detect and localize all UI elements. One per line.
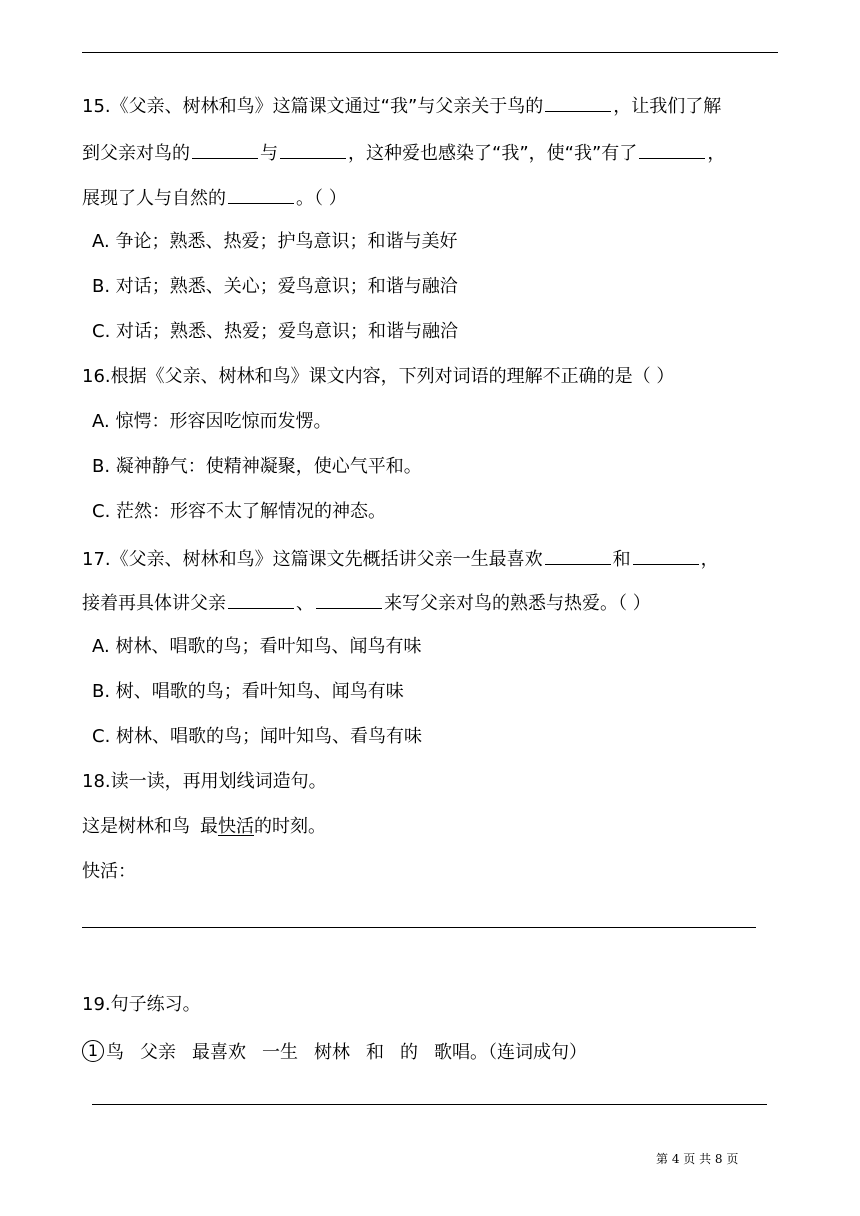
answer-blank[interactable] (228, 589, 294, 609)
word-tile: 鸟 (106, 1042, 124, 1063)
q16-option-b[interactable]: B. 凝神静气：使精神凝聚，使心气平和。 (92, 456, 422, 477)
answer-blank[interactable] (316, 589, 382, 609)
q18-sentence-text: 的时刻。 (254, 816, 326, 837)
q17-option-b[interactable]: B. 树、唱歌的鸟；看叶知鸟、闻鸟有味 (92, 681, 404, 702)
answer-blank[interactable] (639, 139, 705, 159)
q15-option-c[interactable]: C. 对话；熟悉、热爱；爱鸟意识；和谐与融洽 (92, 321, 459, 342)
q15-line-1 (82, 92, 721, 120)
q17-option-a[interactable]: A. 树林、唱歌的鸟；看叶知鸟、闻鸟有味 (92, 636, 422, 657)
q17-line-2 (82, 589, 651, 617)
q15-text: 。（ ） (296, 188, 347, 209)
q15-text: 展现了人与自然的 (82, 188, 226, 209)
q17-option-c[interactable]: C. 树林、唱歌的鸟；闻叶知鸟、看鸟有味 (92, 726, 423, 747)
q15-text: 到父亲对鸟的 (82, 143, 190, 164)
q18-stem: 18.读一读，再用划线词造句。 (82, 771, 327, 792)
q15-text: ，让我们了解 (613, 96, 722, 117)
page-footer: 第 4 页 共 8 页 (656, 1152, 739, 1166)
q15-text: 与 (260, 143, 278, 164)
q15-text: 15.《父亲、树林和鸟》这篇课文通过“我”与父亲关于鸟的 (82, 96, 544, 117)
q17-text: 17.《父亲、树林和鸟》这篇课文先概括讲父亲一生最喜欢 (82, 549, 543, 570)
underlined-word: 快活 (218, 816, 254, 837)
q18-sentence-text: 这是树林和鸟 (82, 816, 190, 837)
header-rule (82, 52, 778, 53)
answer-blank[interactable] (545, 545, 611, 565)
word-tile: 和 (366, 1042, 384, 1063)
word-tile: 树林 (314, 1042, 350, 1063)
q17-text: 接着再具体讲父亲 (82, 593, 226, 614)
answer-blank[interactable] (280, 139, 346, 159)
q18-answer-line[interactable] (82, 927, 756, 928)
q15-option-b[interactable]: B. 对话；熟悉、关心；爱鸟意识；和谐与融洽 (92, 276, 458, 297)
q19-stem: 19.句子练习。 (82, 994, 201, 1015)
q18-prompt: 快活： (82, 861, 136, 882)
q19-instruction: （连词成句） (488, 1042, 587, 1063)
q15-text: ，这种爱也感染了“我”，使“我”有了 (348, 143, 638, 164)
q15-option-a[interactable]: A. 争论；熟悉、热爱；护鸟意识；和谐与美好 (92, 231, 458, 252)
q17-text: ， (700, 549, 719, 570)
word-tile: 父亲 (140, 1042, 176, 1063)
q16-option-c[interactable]: C. 茫然：形容不太了解情况的神态。 (92, 501, 387, 522)
q15-text: ， (707, 143, 726, 164)
answer-blank[interactable] (228, 184, 294, 204)
q17-text: 、 (296, 593, 314, 614)
q15-line-3 (82, 184, 347, 212)
q18-sentence (82, 814, 326, 840)
answer-blank[interactable] (545, 92, 611, 112)
circled-number: 1 (82, 1040, 104, 1062)
answer-blank[interactable] (192, 139, 258, 159)
q17-line-1 (82, 545, 719, 573)
word-tile: 的 (400, 1042, 418, 1063)
q19-answer-line[interactable] (92, 1104, 767, 1105)
word-tile: 最喜欢 (192, 1042, 246, 1063)
q18-sentence-text: 最 (200, 816, 218, 837)
word-tile: 歌唱。 (434, 1042, 488, 1063)
q19-item-1 (82, 1040, 587, 1066)
answer-blank[interactable] (633, 545, 699, 565)
q15-line-2 (82, 139, 725, 167)
word-tile: 一生 (262, 1042, 298, 1063)
q17-text: 和 (612, 549, 631, 570)
q17-text: 来写父亲对鸟的熟悉与热爱。（ ） (384, 593, 651, 614)
q16-option-a[interactable]: A. 惊愕：形容因吃惊而发愣。 (92, 411, 332, 432)
q16-stem: 16.根据《父亲、树林和鸟》课文内容，下列对词语的理解不正确的是（ ） (82, 366, 675, 387)
